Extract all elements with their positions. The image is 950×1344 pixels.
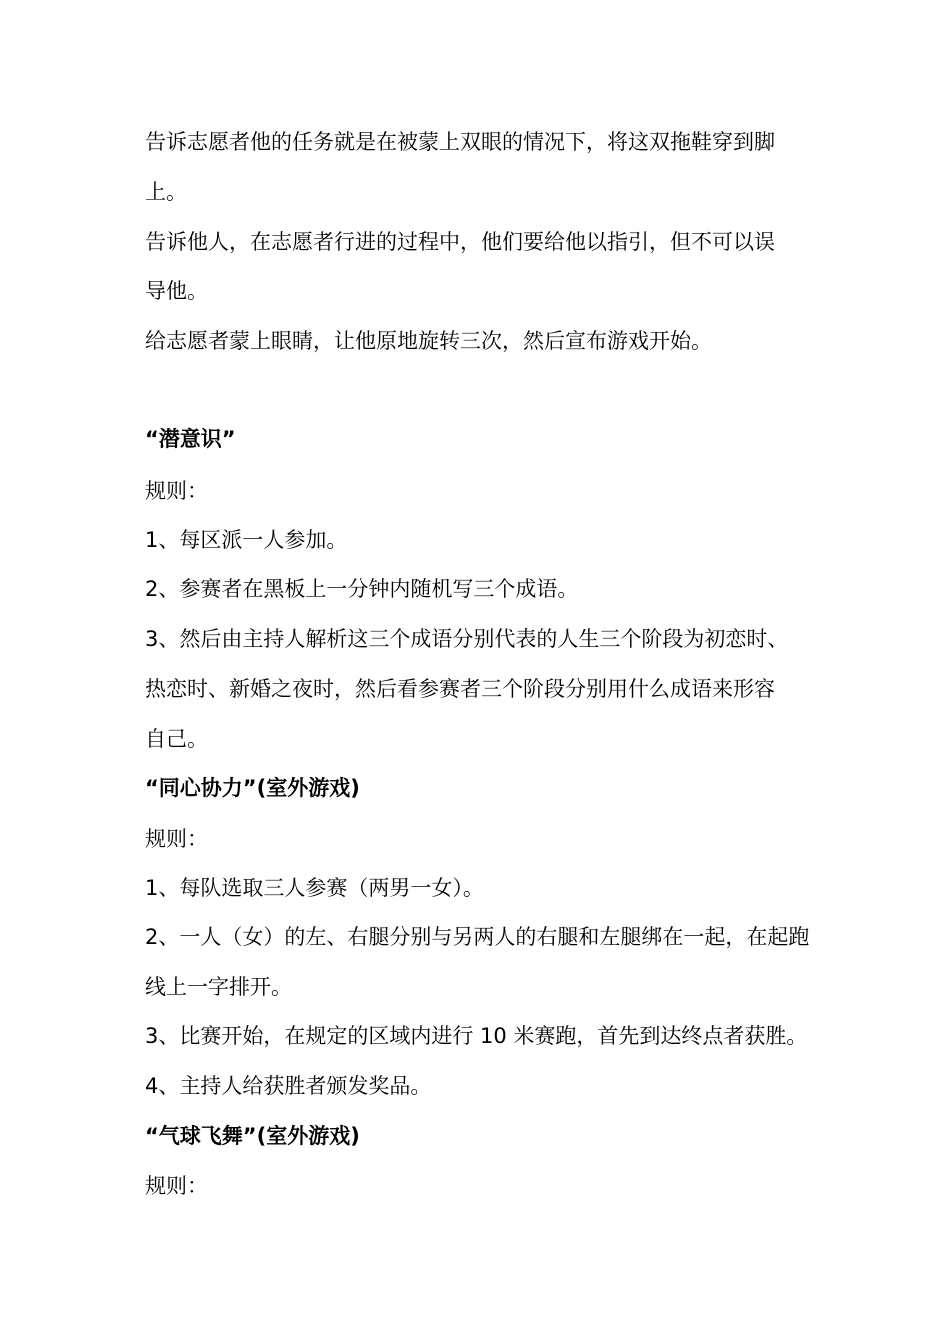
rule-item: 2、一人（女）的左、右腿分别与另两人的右腿和左腿绑在一起，在起跑	[145, 925, 810, 949]
rule-item: 1、每队选取三人参赛（两男一女）。	[145, 876, 484, 900]
paragraph-line: 导他。	[145, 279, 208, 303]
rule-item: 1、每区派一人参加。	[145, 528, 348, 552]
rules-label: 规则：	[145, 1174, 208, 1198]
rules-label: 规则：	[145, 827, 208, 851]
rule-item: 2、参赛者在黑板上一分钟内随机写三个成语。	[145, 577, 579, 601]
rule-item-continued: 自己。	[145, 727, 208, 751]
paragraph-line: 告诉志愿者他的任务就是在被蒙上双眼的情况下，将这双拖鞋穿到脚	[145, 130, 775, 154]
rule-item: 3、然后由主持人解析这三个成语分别代表的人生三个阶段为初恋时、	[145, 627, 789, 651]
paragraph-line: 上。	[145, 180, 187, 204]
rule-item-continued: 线上一字排开。	[145, 975, 292, 999]
rule-item: 4、主持人给获胜者颁发奖品。	[145, 1074, 432, 1098]
rule-item: 3、比赛开始，在规定的区域内进行 10 米赛跑，首先到达终点者获胜。	[145, 1024, 808, 1048]
rules-label: 规则：	[145, 479, 208, 503]
paragraph-line: 给志愿者蒙上眼睛，让他原地旋转三次，然后宣布游戏开始。	[145, 329, 712, 353]
section-title-qianyishi: “潜意识”	[145, 427, 236, 451]
rule-item-continued: 热恋时、新婚之夜时，然后看参赛者三个阶段分别用什么成语来形容	[145, 677, 775, 701]
section-title-qiqiufeiwu: “气球飞舞”(室外游戏)	[145, 1124, 360, 1148]
section-title-tongxinxieli: “同心协力”(室外游戏)	[145, 776, 360, 800]
paragraph-line: 告诉他人，在志愿者行进的过程中，他们要给他以指引，但不可以误	[145, 230, 775, 254]
